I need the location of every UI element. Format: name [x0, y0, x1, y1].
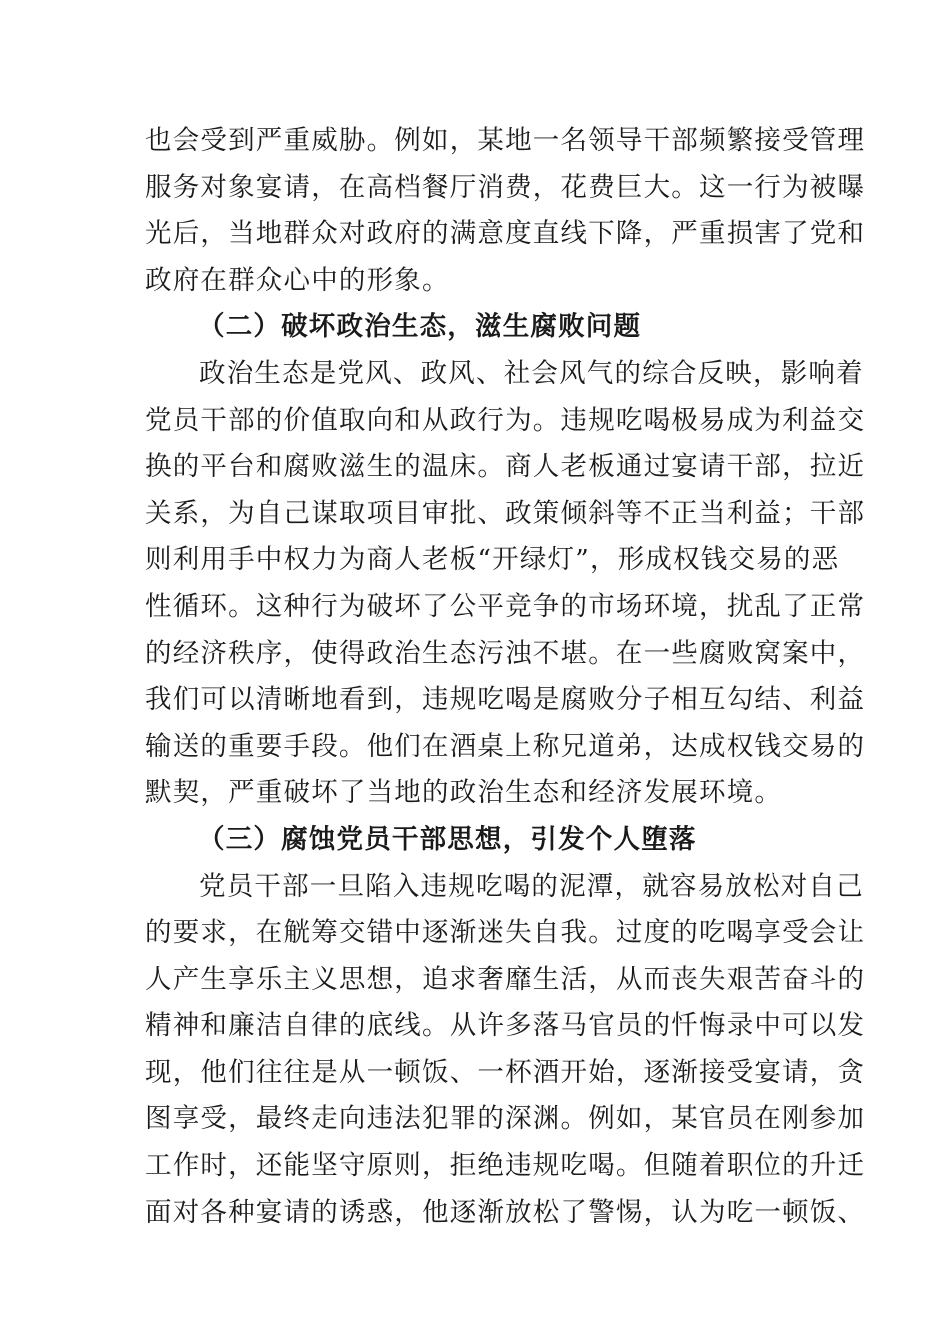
- text-line: 政府在群众心中的形象。: [145, 264, 450, 296]
- text-line: 面对各种宴请的诱惑，他逐渐放松了警惕，认为吃一顿饭、: [145, 1196, 866, 1228]
- text-line: 光后，当地群众对政府的满意度直线下降，严重损害了党和: [145, 218, 866, 250]
- text-line: 人产生享乐主义思想，追求奢靡生活，从而丧失艰苦奋斗的: [145, 963, 866, 995]
- text-line: 输送的重要手段。他们在酒桌上称兄道弟，达成权钱交易的: [145, 730, 866, 762]
- section-heading-3: （三）腐蚀党员干部思想，引发个人堕落: [198, 823, 697, 855]
- text-line: 我们可以清晰地看到，违规吃喝是腐败分子相互勾结、利益: [145, 684, 866, 716]
- text-line: 图享受，最终走向违法犯罪的深渊。例如，某官员在刚参加: [145, 1103, 866, 1135]
- paragraph-continuation: [145, 118, 866, 304]
- text-line: 默契，严重破坏了当地的政治生态和经济发展环境。: [145, 777, 783, 809]
- paragraph-cadre-thought: [145, 864, 866, 1237]
- paragraph-political-ecology: [145, 351, 866, 817]
- text-line: 也会受到严重威胁。例如，某地一名领导干部频繁接受管理: [145, 125, 866, 156]
- text-line: 换的平台和腐败滋生的温床。商人老板通过宴请干部，拉近: [145, 451, 866, 483]
- text-line: 党员干部一旦陷入违规吃喝的泥潭，就容易放松对自己: [199, 870, 864, 902]
- text-line: 精神和廉洁自律的底线。从许多落马官员的忏悔录中可以发: [145, 1010, 866, 1042]
- text-line: 性循环。这种行为破坏了公平竞争的市场环境，扰乱了正常: [145, 590, 866, 622]
- text-line: 现，他们往往是从一顿饭、一杯酒开始，逐渐接受宴请，贪: [145, 1056, 866, 1088]
- text-line: 党员干部的价值取向和从政行为。违规吃喝极易成为利益交: [145, 404, 866, 436]
- text-line: 的要求，在觥筹交错中逐渐迷失自我。过度的吃喝享受会让: [145, 917, 866, 949]
- document-body: [145, 118, 866, 1236]
- text-line: 服务对象宴请，在高档餐厅消费，花费巨大。这一行为被曝: [145, 171, 866, 203]
- text-line: 工作时，还能坚守原则，拒绝违规吃喝。但随着职位的升迁: [145, 1150, 866, 1182]
- text-line: 政治生态是党风、政风、社会风气的综合反映，影响着: [199, 357, 864, 389]
- text-line: 关系，为自己谋取项目审批、政策倾斜等不正当利益；干部: [145, 497, 866, 529]
- text-line: 则利用手中权力为商人老板“开绿灯”，形成权钱交易的恶: [145, 544, 840, 576]
- text-line: 的经济秩序，使得政治生态污浊不堪。在一些腐败窝案中，: [145, 637, 866, 669]
- section-heading-2: （二）破坏政治生态，滋生腐败问题: [198, 311, 642, 343]
